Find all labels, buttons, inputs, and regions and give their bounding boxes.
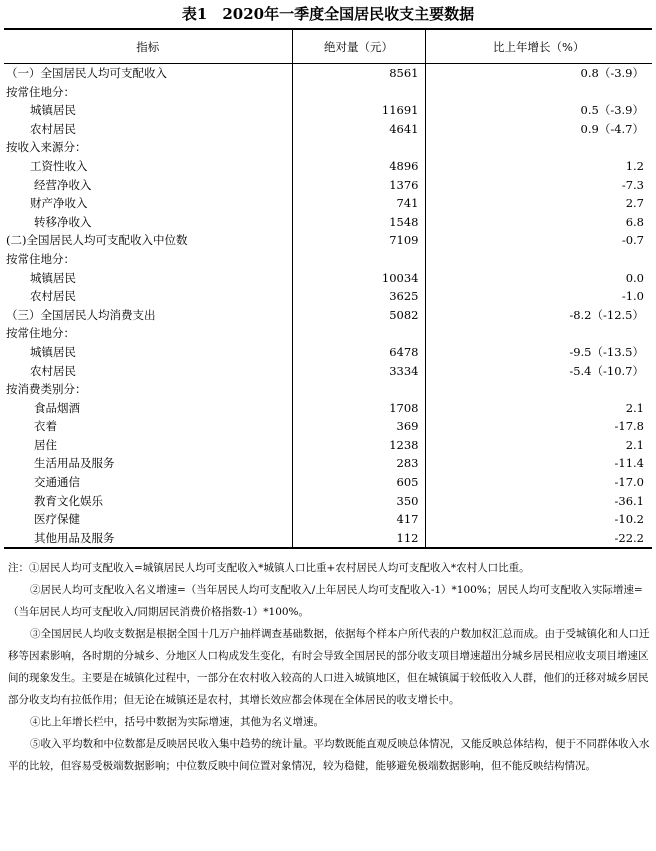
row-label: （一）全国居民人均可支配收入 (6, 66, 167, 80)
footnote-4: ④比上年增长栏中，括号中数据为实际增速，其他为名义增速。 (30, 716, 324, 728)
row-label: 生活用品及服务 (34, 456, 115, 471)
row-growth-value: -0.7 (425, 231, 652, 250)
row-growth-value: 0.0 (425, 269, 652, 288)
row-label: 教育文化娱乐 (34, 493, 103, 508)
row-growth-value (425, 324, 652, 343)
row-growth-value: 2.7 (425, 194, 652, 213)
table-row (4, 492, 652, 511)
table-row (4, 101, 652, 120)
row-label: 食品烟酒 (34, 400, 80, 415)
row-growth-value: -8.2（-12.5） (425, 306, 652, 325)
row-absolute-value: 283 (292, 454, 425, 473)
footnote-5: ⑤收入平均数和中位数都是反映居民收入集中趋势的统计量。平均数既能直观反映总体情况，又能反映总体结构，便于不同群体收入水平的比较，但容易受极端数据影响；中位数反映中间位置对象情况，较为稳健，能够避免极端数据影响，但不能反映结构情况。 (8, 738, 650, 772)
table-row (4, 120, 652, 139)
row-absolute-value (292, 380, 425, 399)
row-label: 农村居民 (30, 289, 76, 304)
footnote-2: ②居民人均可支配收入名义增速=（当年居民人均可支配收入/上年居民人均可支配收入-1）*100%；居民人均可支配收入实际增速=（当年居民人均可支配收入/同期居民消费价格指数-1）*100%。 (8, 584, 643, 618)
table-row (4, 213, 652, 232)
row-absolute-value: 112 (292, 529, 425, 549)
row-absolute-value: 3625 (292, 287, 425, 306)
table-row (4, 287, 652, 306)
row-label: 按消费类别分： (6, 382, 87, 397)
row-growth-value: -7.3 (425, 176, 652, 195)
row-absolute-value (292, 138, 425, 157)
row-label: 城镇居民 (30, 270, 76, 285)
table-row (4, 343, 652, 362)
row-growth-value: 6.8 (425, 213, 652, 232)
table-header-row (4, 29, 652, 64)
header-indicator: 指标 (4, 29, 292, 64)
row-growth-value: 1.2 (425, 157, 652, 176)
row-label: 经营净收入 (34, 177, 92, 192)
table-row (4, 362, 652, 381)
row-label: 医疗保健 (34, 512, 80, 527)
row-absolute-value: 350 (292, 492, 425, 511)
row-label: 工资性收入 (30, 158, 88, 173)
table-row (4, 269, 652, 288)
row-growth-value: 0.5（-3.9） (425, 101, 652, 120)
row-absolute-value (292, 250, 425, 269)
table-row (4, 250, 652, 269)
table-row (4, 83, 652, 102)
table-row (4, 529, 652, 549)
table-row (4, 399, 652, 418)
table-row (4, 194, 652, 213)
row-growth-value: -1.0 (425, 287, 652, 306)
row-absolute-value: 1238 (292, 436, 425, 455)
row-absolute-value (292, 83, 425, 102)
row-absolute-value: 1708 (292, 399, 425, 418)
row-absolute-value: 7109 (292, 231, 425, 250)
table-row (4, 417, 652, 436)
row-absolute-value: 3334 (292, 362, 425, 381)
footnote-3: ③全国居民人均收支数据是根据全国十几万户抽样调查基础数据，依据每个样本户所代表的户数加权汇总而成。由于受城镇化和人口迁移等因素影响，各时期的分城乡、分地区人口构成发生变化，有时会导致全国居民的部分收支项目增速超出分城乡居民相应收支项目增速区间的现象发生。主要是在城镇化过程中，一部分在农村收入较高的人口进入城镇地区，但在城镇属于较低收入人群，他们的迁移对城乡居民部分收支均有拉低作用；但无论在城镇还是农村，其增长效应都会体现在全体居民的收支增长中。 (8, 628, 650, 706)
row-growth-value: -5.4（-10.7） (425, 362, 652, 381)
row-label: 其他用品及服务 (4, 529, 292, 549)
row-absolute-value: 8561 (292, 64, 425, 83)
row-label: 交通通信 (34, 475, 80, 490)
row-absolute-value: 6478 (292, 343, 425, 362)
row-growth-value: -11.4 (425, 454, 652, 473)
row-absolute-value: 1548 (292, 213, 425, 232)
table-row (4, 454, 652, 473)
row-absolute-value: 5082 (292, 306, 425, 325)
row-absolute-value (292, 324, 425, 343)
table-row (4, 157, 652, 176)
row-label: 城镇居民 (30, 344, 76, 359)
row-absolute-value: 741 (292, 194, 425, 213)
row-absolute-value: 4641 (292, 120, 425, 139)
row-label: 转移净收入 (34, 214, 92, 229)
row-label: 农村居民 (30, 363, 76, 378)
row-growth-value (425, 250, 652, 269)
row-growth-value: -36.1 (425, 492, 652, 511)
header-absolute: 绝对量（元） (292, 29, 425, 64)
row-label: 城镇居民 (30, 103, 76, 118)
row-growth-value: -9.5（-13.5） (425, 343, 652, 362)
header-growth: 比上年增长（%） (425, 29, 652, 64)
row-absolute-value: 369 (292, 417, 425, 436)
table-row (4, 510, 652, 529)
table-row (4, 380, 652, 399)
row-absolute-value: 4896 (292, 157, 425, 176)
row-absolute-value: 11691 (292, 101, 425, 120)
data-table (4, 28, 652, 549)
row-label: (二)全国居民人均可支配收入中位数 (6, 233, 188, 248)
table-row (4, 436, 652, 455)
row-label: 居住 (34, 437, 57, 452)
row-absolute-value: 10034 (292, 269, 425, 288)
row-label: 农村居民 (30, 121, 76, 136)
table-row (4, 324, 652, 343)
row-growth-value (425, 380, 652, 399)
table-row (4, 64, 652, 83)
row-growth-value (425, 83, 652, 102)
row-growth-value: 2.1 (425, 436, 652, 455)
footnote-1: 注：①居民人均可支配收入=城镇居民人均可支配收入*城镇人口比重+农村居民人均可支配收入*农村人口比重。 (8, 562, 530, 574)
row-growth-value (425, 138, 652, 157)
row-label: 按常住地分： (6, 326, 75, 341)
row-absolute-value: 605 (292, 473, 425, 492)
row-growth-value: -17.8 (425, 417, 652, 436)
row-growth-value: -17.0 (425, 473, 652, 492)
row-label: 按收入来源分： (6, 140, 87, 155)
table-body (4, 64, 652, 549)
table-title: 表1 2020年一季度全国居民收支主要数据 (181, 5, 475, 23)
row-growth-value: 2.1 (425, 399, 652, 418)
row-label: （三）全国居民人均消费支出 (6, 307, 156, 322)
table-row (4, 306, 652, 325)
row-label: 衣着 (34, 419, 57, 434)
row-label: 按常住地分： (6, 84, 75, 99)
row-absolute-value: 417 (292, 510, 425, 529)
row-growth-value: -22.2 (425, 529, 652, 549)
table-row (4, 138, 652, 157)
row-label: 财产净收入 (30, 196, 88, 211)
row-growth-value: 0.8（-3.9） (425, 64, 652, 83)
footnotes (8, 557, 650, 777)
table-row (4, 473, 652, 492)
row-growth-value: 0.9（-4.7） (425, 120, 652, 139)
table-row (4, 231, 652, 250)
row-label: 按常住地分： (6, 251, 75, 266)
table-row (4, 176, 652, 195)
row-growth-value: -10.2 (425, 510, 652, 529)
row-absolute-value: 1376 (292, 176, 425, 195)
